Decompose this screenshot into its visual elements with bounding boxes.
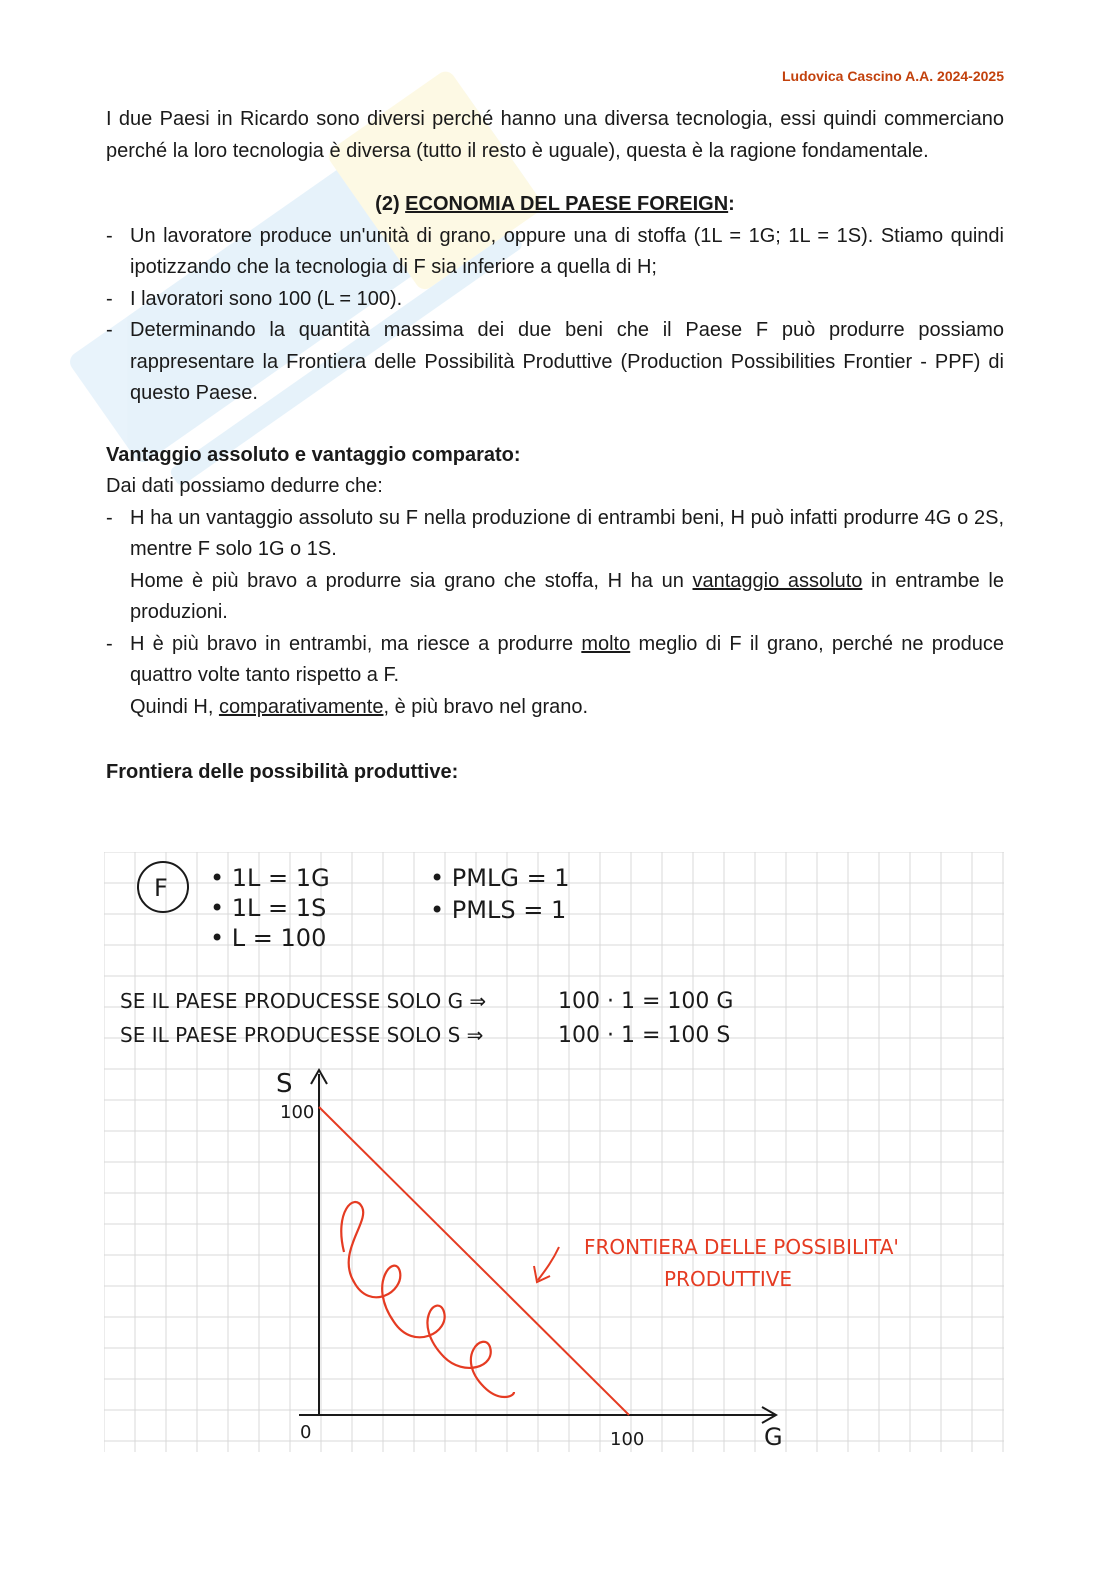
list-item: - Un lavoratore produce un'unità di grano, oppure una di stoffa (1L = 1G; 1L = 1S). Stiamo quindi ipotizzando che la tecnologia di F sia inferiore a quella di H; [106, 221, 1004, 284]
fact-line: • L = 100 [210, 924, 327, 952]
list-item: - Determinando la quantità massima dei due beni che il Paese F può produrre possiamo rappresentare la Frontiera delle Possibilità Produttive (Production Possibilities Frontier - PPF) di questo Paese. [106, 315, 1004, 410]
origin-label: 0 [300, 1422, 312, 1443]
fact-line: • 1L = 1S [210, 894, 327, 922]
x-axis-label: G [764, 1423, 783, 1451]
list-item [106, 629, 1004, 724]
y-tick-label: 100 [280, 1102, 315, 1123]
vantaggio-lead: Dai dati possiamo dedurre che: [106, 475, 383, 497]
annotation-text: PRODUTTIVE [664, 1267, 793, 1291]
x-tick-label: 100 [610, 1429, 645, 1450]
section-heading [106, 189, 1004, 221]
vantaggio-title: Vantaggio assoluto e vantaggio comparato: [106, 443, 521, 466]
country-label: F [154, 874, 168, 902]
underlined-term: comparativamente [218, 695, 384, 718]
pml-line: • PMLG = 1 [430, 864, 570, 892]
production-line: SE IL PAESE PRODUCESSE SOLO G ⇒ [120, 989, 487, 1013]
section-prefix: (2) [375, 193, 406, 215]
fact-line: • 1L = 1G [210, 864, 330, 892]
vantaggio-line: - H è più bravo in entrambi, ma riesce a produrre molto meglio di F il grano, perché ne produce quattro volte tanto rispetto a F. [130, 632, 1005, 686]
production-calc: 100 · 1 = 100 G [558, 989, 734, 1014]
annotation-text: FRONTIERA DELLE POSSIBILITA' [584, 1235, 899, 1259]
y-axis-label: S [276, 1069, 293, 1099]
vantaggio-list [106, 503, 1004, 724]
section-title: ECONOMIA DEL PAESE FOREIGN [405, 193, 729, 215]
frontier-title: Frontiera delle possibilità produttive: [106, 761, 459, 783]
intro-paragraph: I due Paesi in Ricardo sono diversi perché hanno una diversa tecnologia, essi quindi commerciano perché la loro tecnologia è diversa (tutto il resto è uguale), questa è la ragione fondamentale. [106, 108, 1004, 162]
header-author: Ludovica Cascino A.A. 2024-2025 [781, 68, 1004, 84]
vantaggio-line: Quindi H, comparativamente, è più bravo nel grano. [130, 695, 589, 718]
page-content [106, 104, 1004, 789]
section-suffix: : [728, 193, 735, 215]
underlined-term: vantaggio assoluto [692, 569, 863, 592]
pml-line: • PMLS = 1 [430, 896, 567, 924]
production-line: SE IL PAESE PRODUCESSE SOLO S ⇒ [120, 1023, 484, 1047]
vantaggio-line: - H ha un vantaggio assoluto su F nella produzione di entrambi beni, H può infatti produrre 4G o 2S, mentre F solo 1G o 1S. [130, 506, 1004, 560]
foreign-list [106, 221, 1004, 410]
vantaggio-line: Home è più bravo a produrre sia grano che stoffa, H ha un vantaggio assoluto in entrambe le produzioni. [130, 569, 1004, 623]
underlined-term: molto [581, 632, 631, 655]
ppf-diagram [104, 852, 1004, 1452]
ppf-line [319, 1107, 629, 1415]
list-item: - I lavoratori sono 100 (L = 100). [106, 284, 1004, 316]
list-item [106, 503, 1004, 629]
feasible-area-squiggle [341, 1202, 514, 1397]
production-calc: 100 · 1 = 100 S [558, 1023, 731, 1048]
